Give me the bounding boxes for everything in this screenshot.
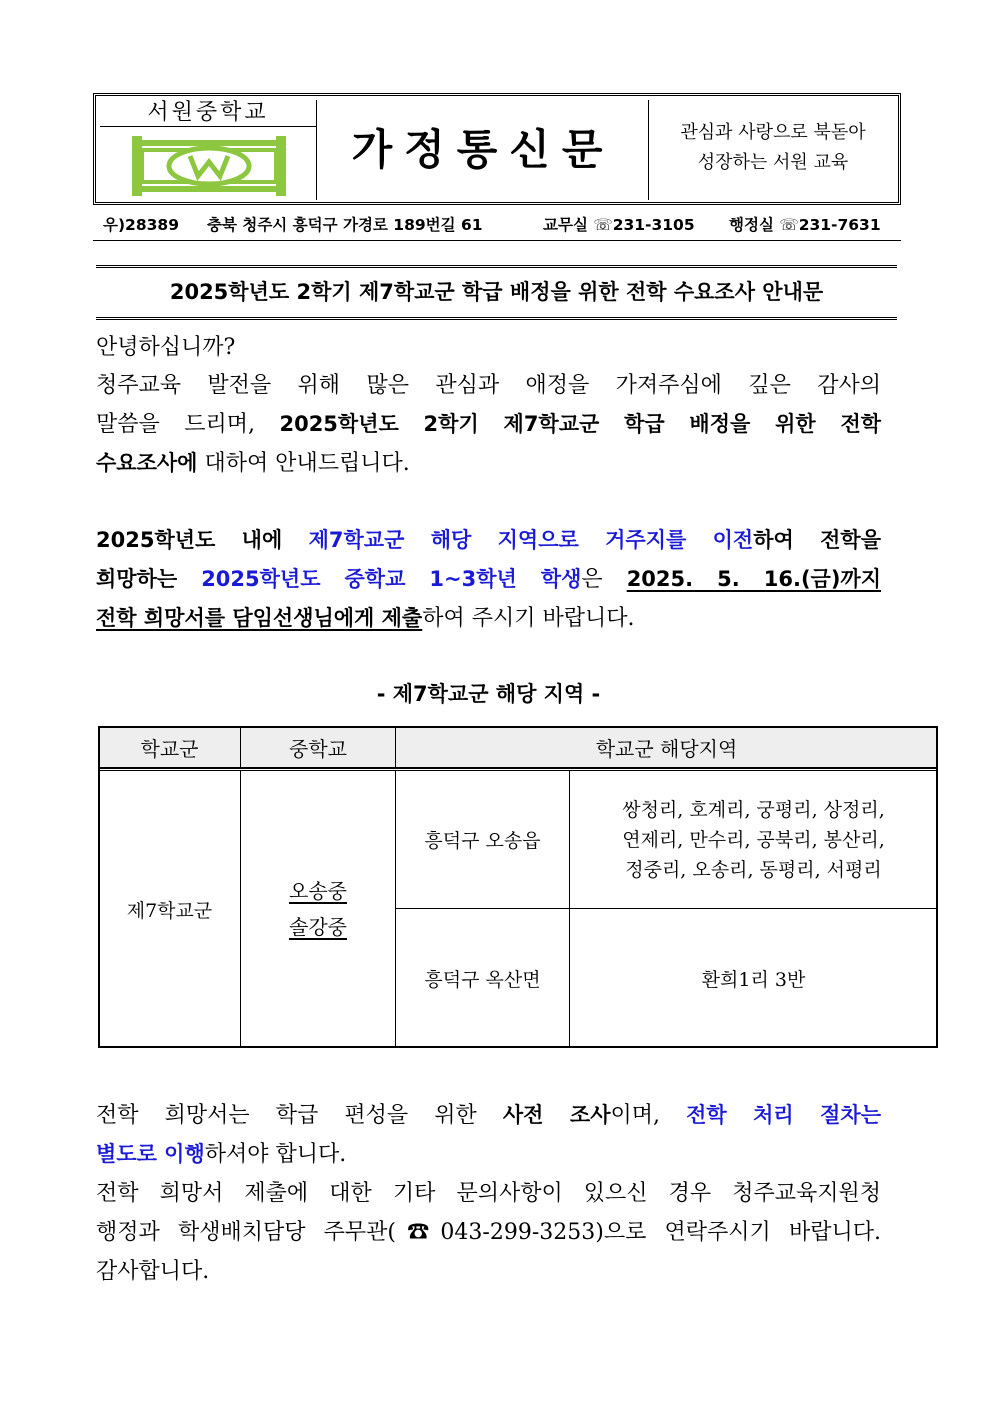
street-address: 충북 청주시 흥덕구 가경로 189번길 61 [207, 216, 483, 234]
closing-text: 하셔야 합니다. [204, 1142, 347, 1167]
intro-text: 대하여 안내드립니다. [204, 451, 410, 476]
newsletter-header [93, 93, 901, 205]
table-title: - 제7학교군 해당 지역 - [376, 682, 601, 706]
school-name-osong: 오송중 [289, 879, 347, 903]
intro-bold-text: 2025학년도 2학기 제7학교군 학급 배정을 위한 전학 [279, 412, 882, 436]
closing-line-3: 전학 희망서 제출에 대한 기타 문의사항이 있으신 경우 청주교육지원청 [96, 1181, 881, 1206]
admin-office-phone: 행정실 ☏231-7631 [729, 216, 881, 234]
greeting: 안녕하십니까? [96, 335, 236, 360]
intro-line-3 [96, 443, 881, 484]
request-text: 하여 전학을 [753, 528, 881, 552]
notice-title: 2025학년도 2학기 제7학교군 학급 배정을 위한 전학 수요조사 안내문 [96, 265, 897, 320]
address-bar [93, 210, 901, 240]
intro-line-1: 청주교육 발전을 위해 많은 관심과 애정을 가져주심에 깊은 감사의 [96, 373, 881, 398]
school-badge [100, 100, 317, 200]
table-border [98, 726, 938, 1048]
request-blue-text: 2025학년도 중학교 1~3학년 학생 [201, 567, 582, 591]
request-text: 은 [581, 567, 603, 592]
request-line-1 [96, 520, 881, 560]
closing-line-1 [96, 1095, 881, 1136]
request-text: 하여 주시기 바랍니다. [422, 606, 635, 631]
closing-text: 전학 희망서는 학급 편성을 위한 [96, 1103, 477, 1128]
area-cell: 흥덕구 오송읍 [395, 770, 570, 909]
school-name-solgang: 솔강중 [289, 915, 347, 939]
village-line: 연제리, 만수리, 공북리, 봉산리, [622, 828, 885, 851]
village-line: 정중리, 오송리, 동평리, 서평리 [625, 858, 882, 881]
address-divider [93, 240, 901, 241]
submit-instruction: 전학 희망서를 담임선생님에게 제출 [96, 606, 423, 630]
table-header: 학교군 해당지역 [395, 726, 938, 768]
closing-bold-text: 사전 조사 [502, 1103, 611, 1127]
request-text: 희망하는 [96, 567, 178, 591]
closing-text: 이며, [610, 1103, 660, 1128]
villages-cell: 환희1리 3반 [569, 908, 938, 1048]
region-table [98, 726, 938, 1048]
closing-blue-text: 전학 처리 절차는 [686, 1103, 881, 1127]
intro-line-2 [96, 404, 881, 445]
table-header: 학교군 [98, 726, 241, 768]
newsletter-title: 가정통신문 [318, 100, 649, 200]
postal-code: 우)28389 [103, 216, 179, 234]
intro-bold-text: 수요조사에 [96, 451, 198, 475]
table-header: 중학교 [240, 726, 396, 768]
school-name: 서원중학교 [100, 100, 316, 127]
school-motto [650, 100, 896, 200]
request-line-2 [96, 559, 881, 600]
closing-line-2 [96, 1134, 881, 1175]
school-group-cell: 제7학교군 [98, 770, 241, 1048]
closing-thanks: 감사합니다. [96, 1259, 210, 1284]
intro-text: 말씀을 드리며, [96, 412, 255, 437]
school-logo-icon [130, 134, 288, 198]
area-cell: 흥덕구 옥산면 [395, 908, 570, 1048]
request-line-3 [96, 598, 881, 639]
request-blue-text: 제7학교군 해당 지역으로 거주지를 이전 [308, 528, 754, 552]
closing-line-4: 행정과 학생배치담당 주무관(☎043-299-3253)으로 연락주시기 바랍니다. [96, 1220, 881, 1245]
motto-line-1: 관심과 사랑으로 북돋아 [680, 122, 866, 143]
deadline-text: 2025. 5. 16.(금)까지 [626, 567, 882, 591]
motto-line-2: 성장하는 서원 교육 [697, 152, 849, 173]
request-text: 2025학년도 내에 [96, 528, 283, 552]
closing-blue-text: 별도로 이행 [96, 1142, 205, 1166]
academic-office-phone: 교무실 ☏231-3105 [543, 216, 695, 234]
village-line: 쌍청리, 호계리, 궁평리, 상정리, [622, 798, 885, 821]
